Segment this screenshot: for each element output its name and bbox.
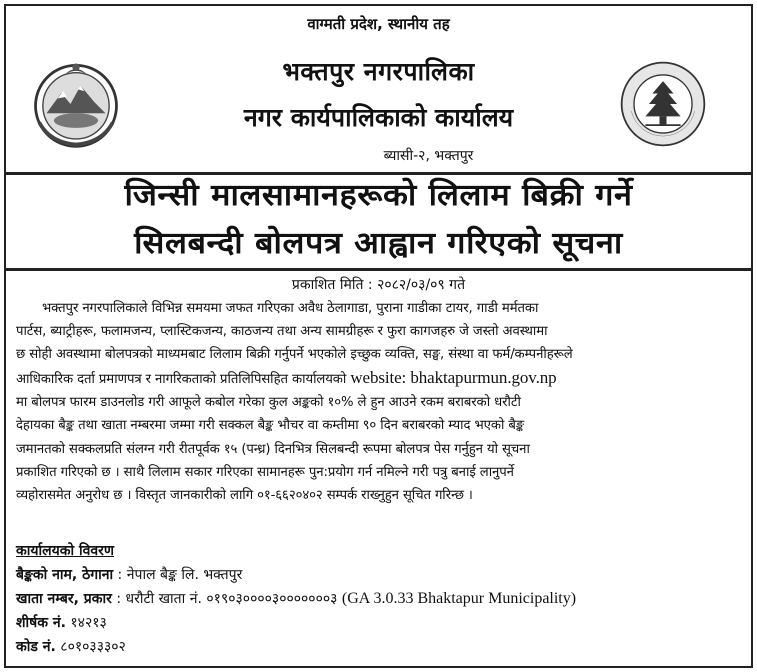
notice-title: [6, 174, 751, 266]
body-line: जमानतको सक्कलप्रति संलग्न गरी रीतपूर्वक १५ (पन्ध्र) दिनभित्र सिलबन्दी रूपमा बोलपत्र पेस गर्नुहुन यो सूचना: [16, 441, 530, 457]
body-line: भक्तपुर नगरपालिकाले विभिन्न समयमा जफत गरिएका अवैध ठेलागाडा, पुराना गाडीका टायर, गाडी मर्मतका: [42, 301, 539, 316]
notice-header: [6, 6, 751, 172]
code-number-label: कोड नं.: [16, 639, 56, 655]
account-detail-row: [16, 587, 743, 611]
office-details: [16, 539, 743, 659]
body-line: व्यहोरासमेत अनुरोध छ । विस्तृत जानकारीको लागि ०१-६६२०४०२ सम्पर्क राख्नुहुन सूचित गरिन्छ ।: [16, 487, 473, 503]
details-heading: कार्यालयको विवरण: [16, 543, 115, 559]
body-line: देहायका बैङ्क तथा खाता नम्बरमा जम्मा गरी सक्कल बैङ्क भौचर वा कम्तीमा ९० दिन बराबरको म्याद भएको बैङ्क: [16, 418, 525, 434]
body-line: पार्टस, ब्याट्रीहरू, फलामजन्य, प्लास्टिकजन्य, काठजन्य तथा अन्य सामग्रीहरू र फुरा कागजहरु जे जस्तो अवस्थामा: [16, 324, 548, 340]
body-line: [16, 366, 743, 391]
bank-label: बैङ्कको नाम, ठेगाना: [16, 567, 114, 583]
title-line-2: सिलबन्दी बोलपत्र आह्वान गरिएको सूचना: [134, 226, 623, 261]
body-line: प्रकाशित गरिएको छ । साथै लिलाम सकार गरिएका सामानहरू पुन:प्रयोग गर्न नमिल्ने गरी पत्रु बनाई लानुपर्ने: [16, 464, 514, 480]
bank-value: : नेपाल बैङ्क लि. भक्तपुर: [113, 567, 243, 583]
notice-document: [4, 4, 753, 668]
account-label: खाता नम्बर, प्रकार: [16, 591, 112, 607]
heading-number-value: १४२१३: [65, 615, 107, 631]
code-number-row: [16, 635, 743, 659]
published-date: प्रकाशित मिति : २०८२/०३/०९ गते: [291, 277, 466, 293]
website-link[interactable]: website: bhaktapurmun.gov.np: [350, 368, 557, 388]
heading-number-label: शीर्षक नं.: [16, 615, 66, 631]
title-divider: [6, 268, 751, 271]
office-address: ब्यासी-२, भक्तपुर: [383, 148, 474, 164]
body-text-segment: आधिकारिक दर्ता प्रमाणपत्र र नागरिकताको प्रतिलिपिसहित कार्यालयको: [16, 372, 351, 388]
municipality-name: भक्तपुर नगरपालिका: [282, 57, 475, 86]
body-line: छ सोही अवस्थामा बोलपत्रको माध्यमबाट लिलाम बिक्री गर्नुपर्ने भएकोले इच्छुक व्यक्ति, सङ्घ, संस्था वा फर्म/कम्पनीहरूले: [16, 347, 573, 363]
heading-number-row: [16, 611, 743, 635]
account-value: : धरौटी खाता नं. ०१९०३००००३०००००००३: [111, 591, 342, 607]
body-line: मा बोलपत्र फारम डाउनलोड गरी आफूले कबोल गरेका कुल अङ्कको १०% ले हुन आउने रकम बराबरको धरौटी: [16, 395, 521, 411]
account-reference: (GA 3.0.33 Bhaktapur Municipality): [341, 590, 577, 607]
office-name: नगर कार्यपालिकाको कार्यालय: [243, 103, 514, 132]
bhaktapur-municipality-seal-icon: [619, 60, 707, 148]
bank-detail-row: [16, 563, 743, 587]
notice-body: [16, 297, 743, 507]
title-line-1: जिन्सी मालसामानहरूको लिलाम बिक्री गर्ने: [124, 178, 633, 213]
province-label: वाग्मती प्रदेश, स्थानीय तह: [307, 15, 450, 33]
code-number-value: ८०१०३३३०२: [55, 639, 126, 655]
